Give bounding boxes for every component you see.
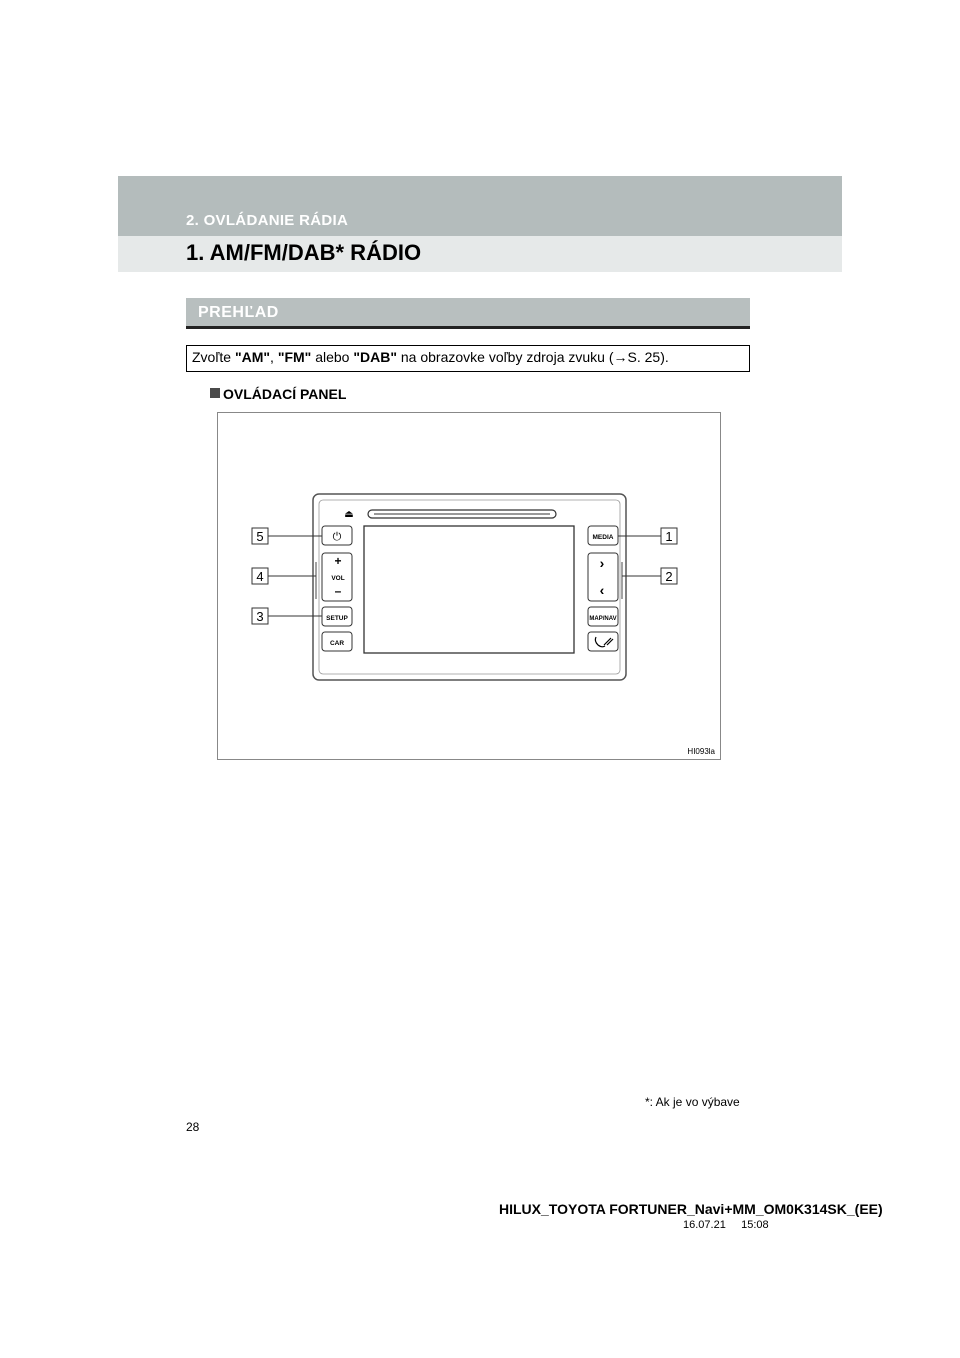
touch-screen — [364, 526, 574, 653]
figure-code: HI093la — [687, 747, 715, 756]
overview-text-post: na obrazovke voľby zdroja zvuku ( — [396, 349, 614, 365]
volume-label: VOL — [331, 575, 345, 582]
media-label: MEDIA — [592, 534, 614, 541]
seek-next-icon: › — [599, 555, 605, 571]
manual-id: HILUX_TOYOTA FORTUNER_Navi+MM_OM0K314SK_(EE) — [499, 1201, 883, 1217]
separator: alebo — [311, 349, 354, 365]
overview-text-pre: Zvoľte — [192, 349, 235, 365]
option-am: "AM" — [234, 349, 271, 365]
overview-text — [192, 349, 669, 365]
separator: , — [270, 349, 278, 365]
volume-minus-icon: – — [334, 584, 342, 598]
map-nav-label: MAP/NAV — [589, 616, 617, 622]
footnote: *: Ak je vo výbave — [645, 1095, 740, 1109]
callout-4: 4 — [256, 569, 264, 584]
subheading: OVLÁDACÍ PANEL — [223, 386, 347, 402]
page-reference[interactable]: S. 25). — [627, 349, 669, 365]
overview-heading: PREHĽAD — [198, 304, 279, 321]
reference-arrow: → — [613, 349, 628, 365]
control-panel-figure — [217, 412, 721, 760]
car-label: CAR — [329, 640, 345, 647]
control-panel-illustration — [218, 413, 720, 759]
bullet-square-icon — [210, 388, 220, 398]
setup-label: SETUP — [326, 615, 348, 622]
seek-prev-icon: ‹ — [599, 582, 605, 598]
section-title: 2. OVLÁDANIE RÁDIA — [186, 212, 349, 229]
page-title: 1. AM/FM/DAB* RÁDIO — [186, 240, 422, 265]
volume-plus-icon: + — [334, 554, 342, 568]
callout-5: 5 — [256, 529, 264, 544]
callout-2: 2 — [665, 569, 673, 584]
eject-icon: ⏏ — [344, 509, 354, 520]
overview-rule — [186, 326, 750, 329]
page-number: 28 — [186, 1120, 200, 1134]
timestamp: 16.07.21 15:08 — [683, 1219, 769, 1231]
power-icon: ⏻ — [332, 531, 342, 543]
phone-button — [588, 632, 618, 651]
callout-1: 1 — [665, 529, 673, 544]
callout-3: 3 — [256, 609, 264, 624]
option-fm: "FM" — [277, 349, 312, 365]
option-dab: "DAB" — [353, 349, 397, 365]
